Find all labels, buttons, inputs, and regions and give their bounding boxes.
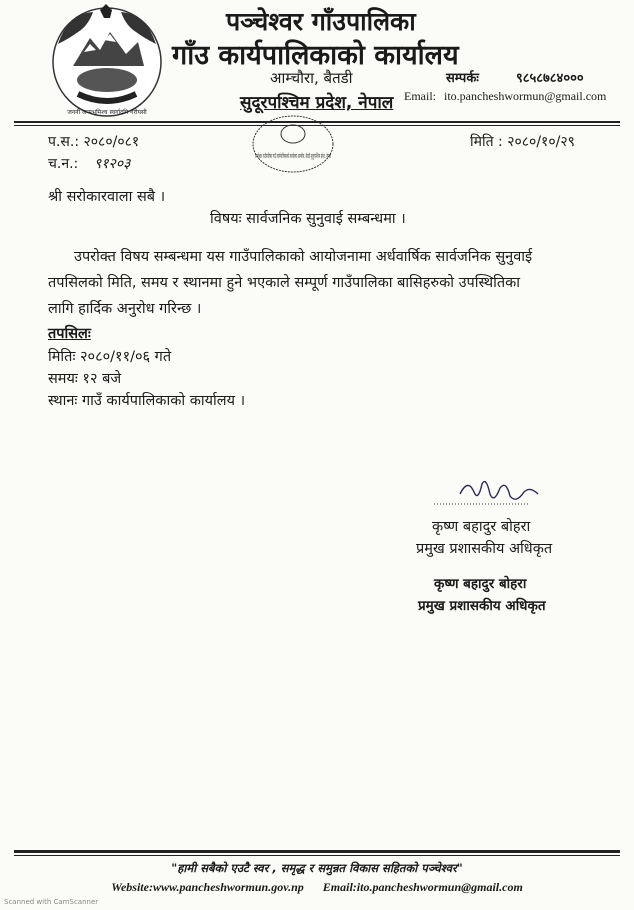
footer-website: Website:www.pancheshwormun.gov.np (111, 880, 304, 894)
reference-number: प.स.: २०८०/०८१ (48, 134, 140, 150)
details-heading: तपसिलः (48, 326, 91, 342)
office-title: पञ्चेश्वर गाँउपालिका (226, 7, 416, 36)
footer-slogan: "हामी सबैको एउटै स्वर , समृद्ध र समुन्नत विकास सहितको पञ्चेश्वर" (171, 861, 463, 875)
letter-body (48, 244, 608, 322)
footer-contacts (0, 880, 634, 895)
emblem-motto: जननी जन्मभूमिश्च स्वर्गादपि गरीयसी (67, 109, 147, 116)
phone-number: ९८५८७८४००० (516, 71, 584, 86)
footer-rule (14, 850, 620, 853)
body-line-2: तपसिलको मिति, समय र स्थानमा हुने भएकाले सम्पूर्ण गाउँपालिका बासिहरुको उपस्थितिका (48, 275, 521, 291)
nepal-emblem-logo (48, 4, 166, 122)
letter-date: मिति : २०८०/१०/२९ (470, 134, 575, 150)
body-line-3: लागि हार्दिक अनुरोध गरिन्छ । (48, 301, 202, 317)
stamp-text: पञ्चेश्वर गाउँपालिका गाउँ कार्यपालिकाको कार्यालय आम्चौरा, बैतडी सुदूरपश्चिम प्रदेश, नेपाल (255, 153, 456, 160)
dispatch-number-value: ९१२०३ (94, 156, 131, 172)
subject-line: विषयः सार्वजनिक सुनुवाई सम्बन्धमा । (210, 211, 406, 227)
address-line2: सुदूरपश्चिम प्रदेश, नेपाल (240, 93, 394, 113)
handwritten-signature (420, 474, 560, 510)
salutation: श्री सरोकारवाला सबै । (48, 189, 166, 205)
signatory-title-stamp: प्रमुख प्रशासकीय अधिकृत (418, 598, 546, 614)
footer-rule-thin (14, 855, 620, 856)
phone-label: सम्पर्कः (446, 71, 479, 86)
office-stamp (248, 114, 456, 180)
dispatch-number-label: च.न.: (48, 156, 79, 172)
address-line1: आम्चौरा, बैतडी (270, 69, 353, 87)
signatory-title: प्रमुख प्रशासकीय अधिकृत (416, 541, 553, 557)
email-label: Email: (404, 89, 436, 103)
detail-date: मितिः २०८०/११/०६ गते (48, 349, 172, 365)
email-address: ito.pancheshwormun@gmail.com (444, 89, 607, 103)
signatory-name-stamp: कृष्ण बहादुर बोहरा (434, 576, 527, 592)
scanner-watermark: Scanned with CamScanner (4, 898, 99, 906)
signatory-name: कृष्ण बहादुर बोहरा (432, 519, 531, 535)
footer-email: Email:ito.pancheshwormun@gmail.com (322, 880, 523, 894)
detail-venue: स्थानः गाउँ कार्यपालिकाको कार्यालय । (48, 393, 246, 409)
detail-time: समयः १२ बजे (48, 371, 122, 387)
body-line-1: उपरोक्त विषय सम्बन्धमा यस गाउँपालिकाको आयोजनामा अर्धवार्षिक सार्वजनिक सुनुवाई (74, 249, 533, 265)
office-subtitle: गाँउ कार्यपालिकाको कार्यालय (172, 40, 459, 71)
